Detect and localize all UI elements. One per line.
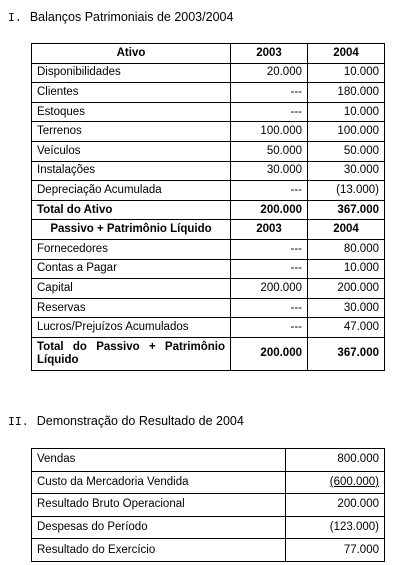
value-2003: ---	[231, 181, 308, 201]
value-2003: ---	[231, 298, 308, 318]
row-label: Disponibilidades	[32, 63, 231, 83]
row-value: (600.000)	[286, 471, 385, 494]
income-statement-table	[31, 448, 385, 562]
row-label: Contas a Pagar	[32, 259, 231, 279]
total-liabilities-2004: 367.000	[308, 337, 385, 370]
table-row	[32, 471, 385, 494]
total-assets-label: Total do Ativo	[32, 200, 231, 220]
liabilities-header: Passivo + Patrimônio Líquido	[32, 220, 231, 240]
row-label: Resultado Bruto Operacional	[32, 494, 286, 517]
table-row	[32, 516, 385, 539]
row-label: Resultado do Exercício	[32, 539, 286, 562]
row-value: (123.000)	[286, 516, 385, 539]
table-row	[32, 298, 385, 318]
table-row	[32, 239, 385, 259]
assets-header-row	[32, 44, 385, 64]
section-1-number: I.	[8, 12, 22, 25]
row-label: Depreciação Acumulada	[32, 181, 231, 201]
total-liabilities-label: Total do Passivo + Patrimônio Líquido	[32, 337, 231, 370]
row-label: Veículos	[32, 141, 231, 161]
table-row	[32, 161, 385, 181]
value-2003: 200.000	[231, 279, 308, 299]
section-2-title: Demonstração do Resultado de 2004	[36, 414, 244, 428]
section-2-heading	[8, 414, 244, 429]
row-label: Lucros/Prejuízos Acumulados	[32, 318, 231, 338]
row-label: Reservas	[32, 298, 231, 318]
table-row	[32, 449, 385, 472]
value-2003: ---	[231, 259, 308, 279]
row-label: Clientes	[32, 83, 231, 103]
row-label: Vendas	[32, 449, 286, 472]
value-2003: ---	[231, 318, 308, 338]
row-value: 200.000	[286, 494, 385, 517]
value-2004: 47.000	[308, 318, 385, 338]
year-2003-header: 2003	[231, 44, 308, 64]
value-2004: 30.000	[308, 298, 385, 318]
value-2004: 100.000	[308, 122, 385, 142]
value-2004: 50.000	[308, 141, 385, 161]
value-2003: 20.000	[231, 63, 308, 83]
row-value: 77.000	[286, 539, 385, 562]
year-2004-header: 2004	[308, 44, 385, 64]
row-value: 800.000	[286, 449, 385, 472]
value-2003: ---	[231, 239, 308, 259]
table-row	[32, 63, 385, 83]
table-row	[32, 259, 385, 279]
value-2004: 30.000	[308, 161, 385, 181]
total-assets-row	[32, 200, 385, 220]
assets-header: Ativo	[32, 44, 231, 64]
value-2003: ---	[231, 102, 308, 122]
row-label: Despesas do Período	[32, 516, 286, 539]
value-2004: 180.000	[308, 83, 385, 103]
table-row	[32, 494, 385, 517]
value-2004: 80.000	[308, 239, 385, 259]
row-label: Capital	[32, 279, 231, 299]
value-2003: 50.000	[231, 141, 308, 161]
table-row	[32, 141, 385, 161]
year-2003-header: 2003	[231, 220, 308, 240]
row-label: Instalações	[32, 161, 231, 181]
table-row	[32, 318, 385, 338]
total-liabilities-row	[32, 337, 385, 370]
table-row	[32, 83, 385, 103]
table-row	[32, 181, 385, 201]
section-1-heading	[8, 10, 233, 25]
section-2-number: II.	[8, 416, 29, 429]
row-label: Custo da Mercadoria Vendida	[32, 471, 286, 494]
row-label: Fornecedores	[32, 239, 231, 259]
table-row	[32, 279, 385, 299]
year-2004-header: 2004	[308, 220, 385, 240]
value-2004: 10.000	[308, 102, 385, 122]
total-assets-2003: 200.000	[231, 200, 308, 220]
value-2003: 100.000	[231, 122, 308, 142]
liabilities-header-row	[32, 220, 385, 240]
table-row	[32, 102, 385, 122]
balance-sheet-table	[31, 43, 385, 371]
section-1-title: Balanços Patrimoniais de 2003/2004	[29, 10, 234, 24]
value-2004: (13.000)	[308, 181, 385, 201]
value-2003: 30.000	[231, 161, 308, 181]
total-assets-2004: 367.000	[308, 200, 385, 220]
row-label: Estoques	[32, 102, 231, 122]
value-2004: 200.000	[308, 279, 385, 299]
value-2004: 10.000	[308, 259, 385, 279]
table-row	[32, 539, 385, 562]
row-label: Terrenos	[32, 122, 231, 142]
table-row	[32, 122, 385, 142]
value-2004: 10.000	[308, 63, 385, 83]
value-2003: ---	[231, 83, 308, 103]
total-liabilities-2003: 200.000	[231, 337, 308, 370]
